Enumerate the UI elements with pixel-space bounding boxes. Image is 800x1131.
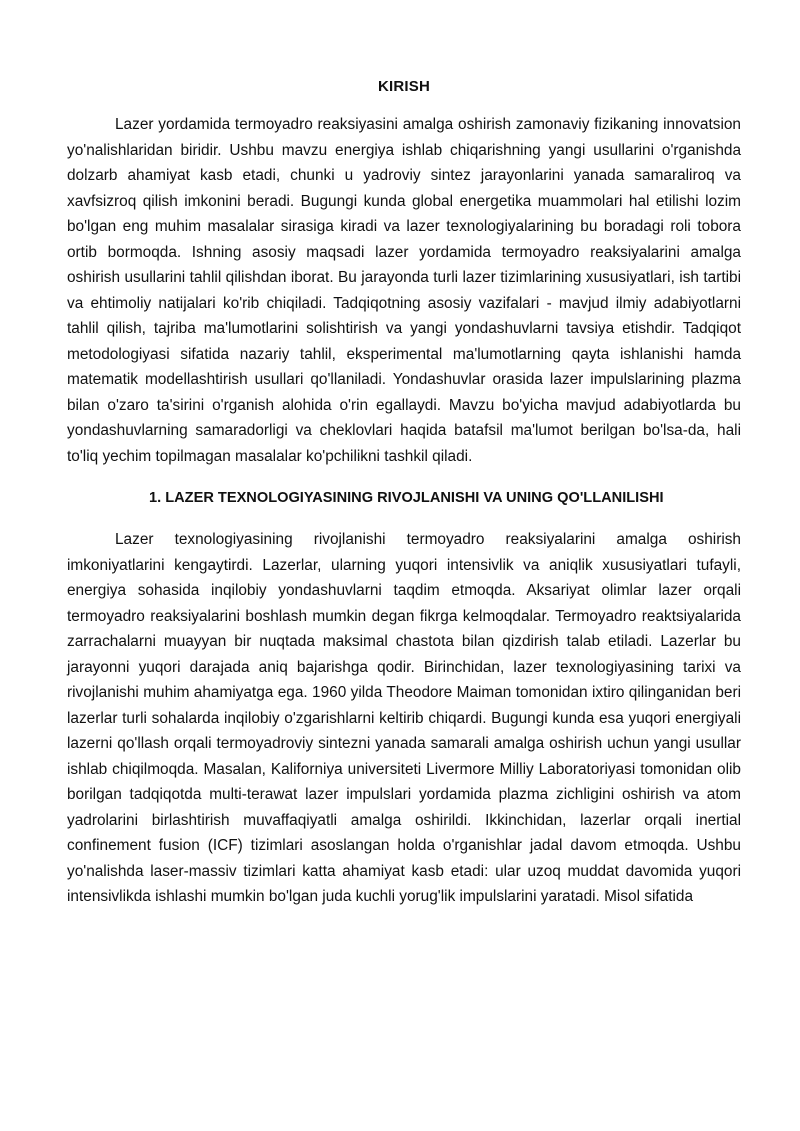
intro-paragraph: Lazer yordamida termoyadro reaksiyasini amalga oshirish zamonaviy fizikaning innovatsion yo'nalishlaridan biridir. Ushbu mavzu energiya ishlab chiqarishning yangi usullarini o'rganishda dolzarb ahamiyat kasb etadi, chunki u yadroviy sintez jarayonlarini yanada samaraliroq va xavfsizroq qilish imkonini beradi. Bugungi kunda global energetika muammolari hal etilishi lozim bo'lgan eng muhim masalalar sirasiga kiradi va lazer texnologiyalarining bu boradagi roli tobora ortib bormoqda. Ishning asosiy maqsadi lazer yordamida termoyadro reaksiyalarini amalga oshirish usullarini tahlil qilishdan iborat. Bu jarayonda turli lazer tizimlarining xususiyatlari, ish tartibi va ehtimoliy natijalari ko'rib chiqiladi. Tadqiqotning asosiy vazifalari - mavjud ilmiy adabiyotlarni tahlil qilish, tajriba ma'lumotlarini solishtirish va yangi yondashuvlarni tavsiya etishdir. Tadqiqot metodologiyasi sifatida nazariy tahlil, eksperimental ma'lumotlarning qayta ishlanishi hamda matematik modellashtirish usullari qo'llaniladi. Yondashuvlar orasida lazer impulslarining plazma bilan o'zaro ta'sirini o'rganish alohida o'rin egallaydi. Mavzu bo'yicha mavjud adabiyotlarda bu yondashuvlarning samaradorligi va cheklovlari haqida batafsil ma'lumot berilgan bo'lsa-da, hali to'liq yechim topilmagan masalalar ko'pchilikni tashkil qiladi. [67,116,741,465]
section-paragraph: Lazer texnologiyasining rivojlanishi termoyadro reaksiyalarini amalga oshirish imkoniyatlarini kengaytirdi. Lazerlar, ularning yuqori intensivlik va aniqlik xususiyatlari tufayli, energiya sohasida inqilobiy yondashuvlarni taqdim etmoqda. Aksariyat olimlar lazer orqali termoyadro reaksiyalarini boshlash mumkin degan fikrga kelmoqdalar. Termoyadro reaktsiyalarida zarrachalarni muayyan bir nuqtada maksimal chastota bilan qizdirish talab etiladi. Lazerlar bu jarayonni yuqori darajada aniq bajarishga qodir. Birinchidan, lazer texnologiyasining tarixi va rivojlanishi muhim ahamiyatga ega. 1960 yilda Theodore Maiman tomonidan ixtiro qilinganidan beri lazerlar turli sohalarda inqilobiy o'zgarishlarni keltirib chiqardi. Bugungi kunda esa yuqori energiyali lazerni qo'llash orqali termoyadroviy sintezni yanada samarali amalga oshirish uchun yangi usullar ishlab chiqilmoqda. Masalan, Kaliforniya universiteti Livermore Milliy Laboratoriyasi tomonidan olib borilgan tadqiqotda multi-terawat lazer impulslari yordamida plazma zichligini oshirish va atom yadrolarini birlashtirish muvaffaqiyatli amalga oshirildi. Ikkinchidan, lazerlar orqali inertial confinement fusion (ICF) tizimlari asoslangan holda o'rganishlar jadal davom etmoqda. Ushbu yo'nalishda laser-massiv tizimlari katta ahamiyat kasb etadi: ular uzoq muddat davomida yuqori intensivlikda ishlashi mumkin bo'lgan juda kuchli yorug'lik impulslarini yaratadi. Misol sifatida [67,531,741,905]
page-title: KIRISH [377,78,431,95]
section-heading: 1. LAZER TEXNOLOGIYASINING RIVOJLANISHI VA UNING QO'LLANILISHI [149,490,664,506]
page-content [67,76,741,910]
